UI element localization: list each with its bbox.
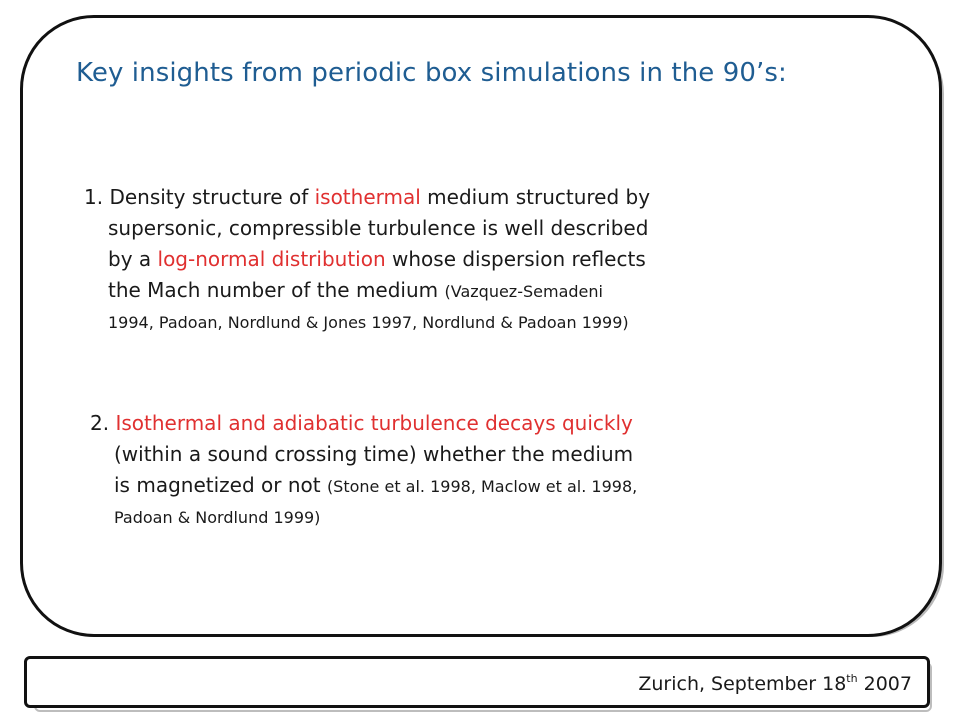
point-2-line-2: (within a sound crossing time) whether the medium: [114, 442, 634, 466]
citation: Padoan & Nordlund 1999): [114, 508, 321, 527]
citation: (Stone et al. 1998, Maclow et al. 1998,: [326, 477, 638, 496]
slide-title: Key insights from periodic box simulations in the 90’s:: [76, 58, 787, 88]
highlight-isothermal: isothermal: [314, 185, 421, 209]
point-1-line-3: by a log-normal distribution whose dispersion reflects: [108, 247, 646, 271]
highlight-log-normal: log-normal distribution: [157, 247, 386, 271]
point-1-line-2: supersonic, compressible turbulence is well described: [108, 216, 649, 240]
insight-point-2: [90, 408, 637, 532]
point-1-line-5: [84, 306, 650, 337]
highlight-decay: Isothermal and adiabatic turbulence decays quickly: [115, 411, 633, 435]
point-2-line-3: is magnetized or not (Stone et al. 1998, Maclow et al. 1998,: [114, 473, 638, 497]
footer-location-date: Zurich, September 18th 2007: [638, 672, 912, 695]
point-2-line-1: 2. Isothermal and adiabatic turbulence decays quickly: [90, 411, 633, 435]
citation: 1994, Padoan, Nordlund & Jones 1997, Nordlund & Padoan 1999): [108, 313, 629, 332]
point-2-line-4: [90, 501, 637, 532]
insight-point-1: [84, 182, 650, 337]
citation: (Vazquez-Semadeni: [444, 282, 603, 301]
point-1-line-1: 1. Density structure of isothermal medium structured by: [84, 185, 651, 209]
point-1-line-4: the Mach number of the medium (Vazquez-Semadeni: [108, 278, 603, 302]
